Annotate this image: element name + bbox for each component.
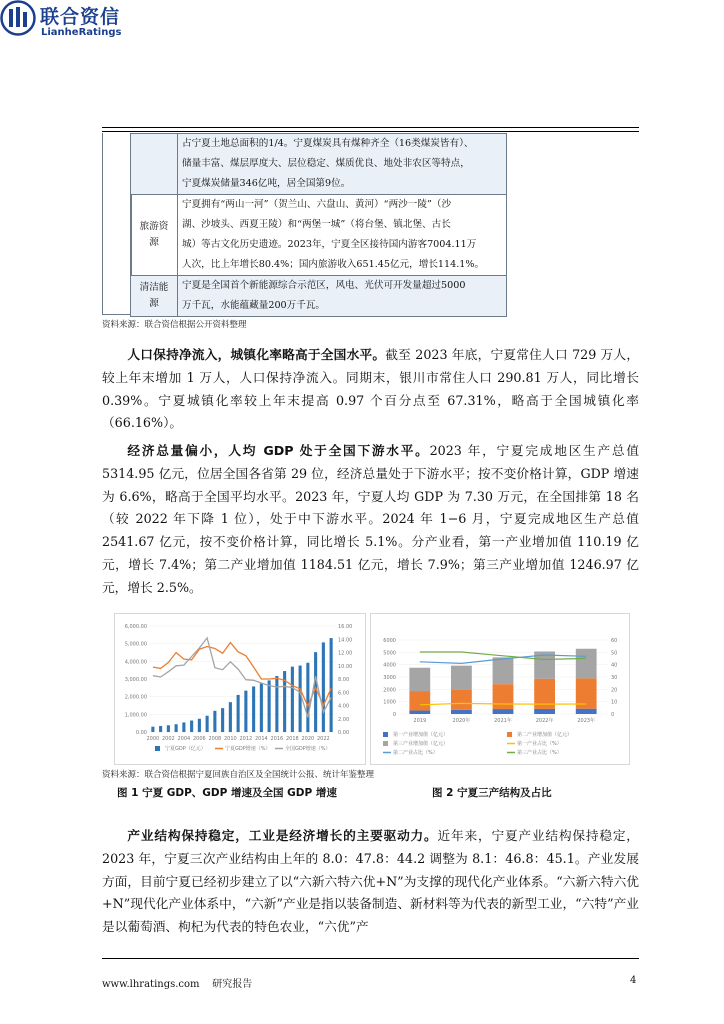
y-tick-label: 1000 <box>383 699 396 706</box>
y-tick-label: 4000 <box>383 662 396 669</box>
legend-label: 第一产业占比（%） <box>517 741 562 747</box>
table-text-cell <box>178 276 507 317</box>
y2-tick-label: 12.00 <box>338 650 353 657</box>
share-line <box>420 703 586 704</box>
paragraph-body: 截至 2023 年底，宁夏常住人口 729 万人，较上年末增加 1 万人，人口保持净流入。同期末，银川市常住人口 290.81 万人，同比增长 0.39%。宁夏城镇化率较上年末提高 0.97 个百分点至 67.31%，略高于全国城镇化率（66.16%）。 <box>102 347 640 431</box>
gdp-bar <box>237 695 240 732</box>
chart-industry-structure <box>370 613 630 765</box>
table-line: 城）等古文化历史遗迹。2023年，宁夏全区接待国内游客7004.11万 <box>182 239 477 250</box>
y2-tick-label: 16.00 <box>338 624 353 630</box>
paragraph-body: 近年来，宁夏产业结构保持稳定，2023 年，宁夏三次产业结构由上年的 8.0：47.8：44.2 调整为 8.1：46.8：45.1。产业发展方面，目前宁夏已经初步建立了以“六新六特六优+N”为支撑的现代化产业体系。“六新六特六优+N”现代化产业体系中，“六新”产业是指以装备制造、新材料等为代表的新型工业，“六特”产业是以葡萄酒、枸杞为代表的特色农业，“六优”产 <box>102 828 639 935</box>
y-tick-label: 3000 <box>383 675 396 681</box>
y-tick-label: 2000 <box>383 687 396 694</box>
industry-bar-segment <box>576 649 597 679</box>
gdp-bar <box>229 702 232 732</box>
gdp-bar <box>167 725 170 732</box>
gdp-bar <box>252 686 255 732</box>
paragraph-economy <box>102 440 639 600</box>
legend-label: 全国GDP增速（%） <box>285 746 331 752</box>
paragraph-population <box>102 344 639 435</box>
x-tick-label: 2021年 <box>494 718 512 724</box>
gdp-bar <box>159 726 162 732</box>
industry-bar-segment <box>451 690 472 710</box>
table-category-cell <box>131 134 178 195</box>
brand-name-cn: 联合资信 <box>40 6 121 28</box>
y2-tick-label: 40 <box>611 662 618 669</box>
x-tick-label: 2020年 <box>452 718 471 724</box>
x-tick-label: 2012 <box>239 736 253 742</box>
y2-tick-label: 14.00 <box>338 637 353 644</box>
x-tick-label: 2004 <box>177 736 191 742</box>
x-tick-label: 2002 <box>162 736 175 742</box>
table-text-cell <box>178 195 507 276</box>
figure-2-caption: 图 2 宁夏三产结构及占比 <box>432 787 552 799</box>
y-tick-label: 3,000.00 <box>124 677 147 683</box>
gdp-bar <box>322 642 325 732</box>
table-category-cell: 清洁能源 <box>131 276 178 317</box>
resource-table <box>130 133 507 317</box>
industry-bar-segment <box>576 709 597 714</box>
header-rule-thin <box>102 131 639 132</box>
gdp-bar <box>299 666 302 732</box>
gdp-bar <box>268 680 271 732</box>
chart-industry-svg <box>371 614 629 764</box>
x-tick-label: 2000 <box>146 736 160 742</box>
table-line: 万千瓦，水能蕴藏量200万千瓦。 <box>182 300 326 311</box>
legend-swatch <box>507 732 512 737</box>
industry-bar-segment <box>409 668 430 691</box>
page-number: 4 <box>630 975 637 986</box>
gdp-bar <box>221 708 224 732</box>
chart-gdp-growth <box>114 613 366 765</box>
y2-tick-label: 8.00 <box>338 677 350 683</box>
x-tick-label: 2010 <box>224 736 237 742</box>
gdp-bar <box>190 721 193 732</box>
gdp-bar <box>306 663 309 732</box>
table-line: 占宁夏土地总面积的1/4。宁夏煤炭具有煤种齐全（16类煤炭皆有）、 <box>182 138 474 149</box>
gdp-bar <box>198 719 201 732</box>
footer-website-link[interactable]: www.lhratings.com <box>102 979 200 990</box>
paragraph-heading: 经济总量偏小，人均 GDP 处于全国下游水平。 <box>127 443 430 458</box>
y-tick-label: 1,000.00 <box>124 712 147 719</box>
gdp-bar <box>175 724 178 732</box>
y2-tick-label: 20 <box>611 687 618 694</box>
table-row <box>131 276 507 317</box>
x-tick-label: 2022 <box>317 736 330 742</box>
table-left-column <box>102 133 132 315</box>
legend-label: 宁夏GDP增速（%） <box>225 746 271 752</box>
gdp-bar <box>291 667 294 732</box>
x-tick-label: 2023年 <box>577 718 596 724</box>
legend-label: 第三产业增加值（亿元） <box>393 741 449 747</box>
chart-gdp-svg <box>115 614 365 764</box>
charts-source: 资料来源：联合资信根据宁夏回族自治区及全国统计公报、统计年鉴整理 <box>102 770 375 780</box>
legend-label: 第二产业占比（%） <box>393 750 438 756</box>
x-tick-label: 2018 <box>286 736 299 742</box>
y2-tick-label: 2.00 <box>338 716 350 723</box>
table-line: 人次，比上年增长80.4%；国内旅游收入651.45亿元，增长114.1%。 <box>182 259 485 270</box>
table-line: 储量丰富、煤层厚度大、层位稳定、煤质优良、地处非农区等特点， <box>182 158 470 169</box>
y-tick-label: 2,000.00 <box>124 694 147 701</box>
y2-tick-label: 10 <box>611 699 618 706</box>
lianhe-logo-icon <box>0 0 36 36</box>
legend-label: 第三产业占比（%） <box>517 750 562 756</box>
table-line: 湖、沙坡头、西夏王陵）和“两堡一城”（将台堡、镇北堡、古长 <box>182 219 451 230</box>
x-tick-label: 2008 <box>208 736 222 742</box>
industry-bar-segment <box>493 657 514 684</box>
industry-bar-segment <box>409 711 430 714</box>
industry-bar-segment <box>493 709 514 714</box>
gdp-bar <box>182 722 185 732</box>
growth-line <box>153 638 331 718</box>
legend-swatch <box>155 746 160 751</box>
legend-swatch <box>383 732 388 737</box>
figure-1-caption: 图 1 宁夏 GDP、GDP 增速及全国 GDP 增速 <box>117 787 337 799</box>
y2-tick-label: 10.00 <box>338 663 353 670</box>
y-tick-label: 6000 <box>383 638 396 644</box>
y2-tick-label: 6.00 <box>338 690 350 697</box>
footer-left <box>102 975 252 990</box>
y2-tick-label: 30 <box>611 675 618 681</box>
y-tick-label: 0 <box>392 712 396 718</box>
gdp-bar <box>330 638 333 732</box>
x-tick-label: 2020 <box>301 736 315 742</box>
y2-tick-label: 50 <box>611 650 618 657</box>
gdp-bar <box>260 683 263 732</box>
table-category-cell: 旅游资源 <box>131 195 178 276</box>
y-tick-label: 6,000.00 <box>124 624 147 630</box>
paragraph-industry <box>102 825 639 939</box>
y-tick-label: 4,000.00 <box>124 659 147 666</box>
industry-bar-segment <box>409 691 430 710</box>
gdp-bar <box>206 716 209 732</box>
x-tick-label: 2022年 <box>535 718 554 724</box>
table-line: 宁夏是全国首个新能源综合示范区，风电、光伏可开发量超过5000 <box>182 280 466 291</box>
footer-report-label: 研究报告 <box>212 979 253 990</box>
industry-bar-segment <box>451 710 472 714</box>
paragraph-body: 2023 年，宁夏完成地区生产总值 5314.95 亿元，位居全国各省第 29 位，经济总量处于下游水平；按不变价格计算，GDP 增速为 6.6%，略高于全国平均水平。2023 年，宁夏人均 GDP 为 7.30 万元，在全国排第 18 名（较 2022 年下降 1 位），处于中下游水平。2024 年 1−6 月，宁夏完成地区生产总值 2541.67 亿元，按不变价格计算，同比增长 5.1%。分产业看，第一产业增加值 110.19 亿元，增长 7.4%；第二产业增加值 1184.51 亿元，增长 7.9%；第三产业增加值 1246.97 亿元，增长 2.5%。 <box>102 443 640 595</box>
x-tick-label: 2014 <box>255 736 268 742</box>
industry-bar-segment <box>451 666 472 690</box>
header-rule <box>102 127 639 128</box>
table-source: 资料来源：联合资信根据公开资料整理 <box>102 320 247 330</box>
y2-tick-label: 60 <box>611 638 618 644</box>
company-logo <box>0 0 130 44</box>
legend-label: 第二产业增加值（亿元） <box>517 732 573 738</box>
legend-swatch <box>383 741 388 746</box>
legend-label: 第一产业增加值（亿元） <box>393 732 449 738</box>
legend-label: 宁夏GDP（亿元） <box>165 746 206 752</box>
table-text-cell <box>178 134 507 195</box>
y-tick-label: 0.00 <box>135 730 147 736</box>
gdp-bar <box>244 691 247 732</box>
y2-tick-label: 4.00 <box>338 703 350 710</box>
x-tick-label: 2006 <box>193 736 206 742</box>
table-line: 宁夏拥有“两山一河”（贺兰山、六盘山、黄河）“两沙一陵”（沙 <box>182 199 452 210</box>
gdp-bar <box>275 676 278 732</box>
table-row <box>131 134 507 195</box>
x-tick-label: 2016 <box>270 736 284 742</box>
y-tick-label: 5000 <box>383 650 396 657</box>
paragraph-heading: 人口保持净流入，城镇化率略高于全国水平。 <box>127 347 386 362</box>
y2-tick-label: 0 <box>611 712 615 718</box>
gdp-bar <box>213 711 216 732</box>
y2-tick-label: 0.00 <box>338 730 350 736</box>
gdp-bar <box>314 652 317 732</box>
y-tick-label: 5,000.00 <box>124 641 147 648</box>
gdp-bar <box>151 727 154 732</box>
industry-bar-segment <box>534 709 555 714</box>
paragraph-heading: 产业结构保持稳定，工业是经济增长的主要驱动力。 <box>127 828 438 843</box>
industry-bar-segment <box>493 684 514 709</box>
footer-rule <box>102 958 639 959</box>
table-row <box>131 195 507 276</box>
table-line: 宁夏煤炭储量346亿吨，居全国第9位。 <box>182 178 351 189</box>
x-tick-label: 2019 <box>413 718 427 724</box>
brand-name-en: LianheRatings <box>41 27 122 38</box>
